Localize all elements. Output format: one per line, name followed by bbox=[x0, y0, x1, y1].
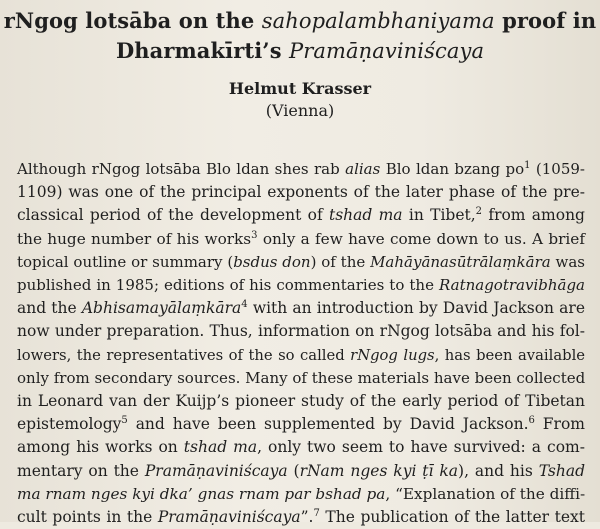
italic-text: rNam nges kyi ṭī ka bbox=[299, 461, 459, 480]
italic-text: ma rnam nges kyi dka’ gnas rnam par bshad pa bbox=[17, 484, 386, 503]
body-line bbox=[17, 506, 585, 529]
title-line-2: Dharmakīrti’s Pramāṇaviniścaya bbox=[115, 38, 485, 63]
body-line bbox=[17, 483, 585, 506]
body-text: mentary on the bbox=[17, 461, 145, 480]
body-line bbox=[17, 274, 585, 297]
body-text: , only two seem to have survived: a com- bbox=[257, 438, 585, 457]
body-line bbox=[17, 344, 585, 367]
body-text: only a few have come down to us. A brief bbox=[257, 229, 585, 248]
body-text: the huge number of his works bbox=[17, 229, 252, 248]
body-text: with an introduction by David Jackson are bbox=[247, 299, 585, 318]
body-text: in Leonard van der Kuijp’s pioneer study of the early period of Tibetan bbox=[17, 392, 585, 411]
italic-text: bsdus don bbox=[233, 252, 311, 271]
body-text: 1109) was one of the principal exponents of the later phase of the pre- bbox=[17, 183, 585, 202]
body-text: , has been available bbox=[434, 346, 586, 364]
body-text: cult points in the bbox=[17, 508, 158, 527]
footnote-marker: 4 bbox=[241, 299, 248, 311]
body-text: lowers, the representatives of the so called bbox=[17, 346, 351, 364]
footnote-marker: 6 bbox=[528, 415, 535, 427]
body-paragraph bbox=[17, 158, 585, 529]
body-line bbox=[17, 320, 585, 343]
italic-text: Pramāṇaviniścaya bbox=[157, 508, 301, 527]
body-text: topical outline or summary ( bbox=[17, 252, 234, 271]
body-text: The publication of the latter text bbox=[319, 508, 585, 527]
body-line bbox=[17, 390, 585, 413]
body-line bbox=[17, 204, 585, 227]
body-line bbox=[17, 181, 585, 204]
body-text: classical period of the development of bbox=[17, 206, 329, 225]
body-text: ”. bbox=[300, 508, 314, 527]
body-text: ), and his bbox=[458, 461, 539, 480]
body-line bbox=[17, 158, 585, 181]
footnote-marker: 1 bbox=[524, 160, 531, 171]
author-name: Helmut Krasser bbox=[228, 79, 372, 98]
body-line bbox=[17, 228, 585, 251]
body-text: in Tibet, bbox=[402, 206, 476, 225]
footnote-marker: 7 bbox=[313, 508, 320, 520]
body-text: published in 1985; editions of his commentaries to the bbox=[17, 276, 439, 295]
body-text: was bbox=[550, 252, 585, 271]
body-text: from among bbox=[482, 206, 585, 225]
title-line-1: rNgog lotsāba on the sahopalambhaniyama proof in bbox=[3, 8, 597, 33]
italic-text: Tshad bbox=[538, 461, 586, 480]
italic-text: Ratnagotravibhāga bbox=[438, 276, 585, 295]
italic-text: Abhisamayālaṃkāra bbox=[81, 299, 242, 318]
italic-text: Mahāyānasūtrālaṃkāra bbox=[370, 252, 551, 271]
body-text: and have been supplemented by David Jackson. bbox=[127, 415, 529, 434]
italic-text: Pramāṇaviniścaya bbox=[144, 461, 288, 480]
body-line bbox=[17, 297, 585, 320]
italic-text: tshad ma bbox=[328, 206, 403, 225]
body-text: only from secondary sources. Many of these materials have been collected bbox=[17, 368, 586, 387]
body-text: now under preparation. Thus, information on rNgog lotsāba and his fol- bbox=[17, 322, 585, 341]
body-text: among his works on bbox=[17, 438, 184, 457]
body-line bbox=[17, 460, 585, 483]
body-text: and the bbox=[17, 299, 82, 318]
body-line bbox=[17, 367, 585, 390]
author-affiliation: (Vienna) bbox=[265, 101, 335, 120]
body-text: (1059- bbox=[530, 160, 585, 178]
body-text: From bbox=[534, 415, 585, 434]
body-text: , “Explanation of the diffi- bbox=[385, 484, 586, 503]
body-text: Although rNgog lotsāba Blo ldan shes rab bbox=[17, 160, 346, 178]
body-text: epistemology bbox=[17, 415, 122, 434]
body-line bbox=[17, 436, 585, 459]
paper-title bbox=[0, 6, 600, 66]
body-line bbox=[17, 413, 585, 436]
italic-text: alias bbox=[345, 160, 381, 178]
body-text: ) of the bbox=[310, 252, 371, 271]
body-text: ( bbox=[287, 461, 300, 480]
footnote-marker: 5 bbox=[121, 415, 128, 427]
body-text: Blo ldan bzang po bbox=[380, 160, 525, 178]
footnote-marker: 3 bbox=[251, 229, 258, 241]
italic-text: tshad ma bbox=[183, 438, 258, 457]
body-line bbox=[17, 251, 585, 274]
italic-text: rNgog lugs bbox=[350, 346, 435, 364]
footnote-marker: 2 bbox=[475, 206, 483, 218]
